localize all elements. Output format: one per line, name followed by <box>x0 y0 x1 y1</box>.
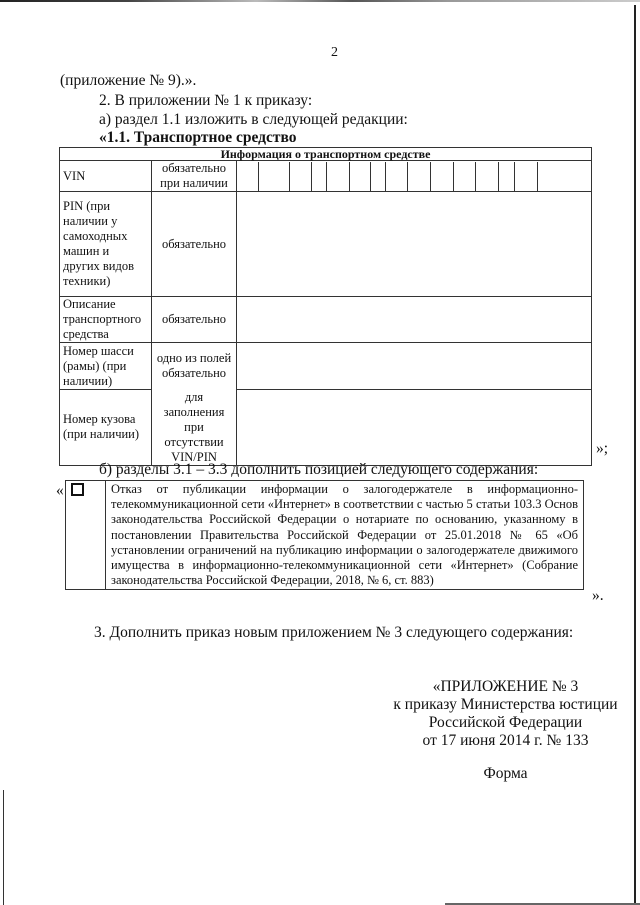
paragraph-item-2: 2. В приложении № 1 к приказу: <box>99 92 313 109</box>
row-label: PIN (при наличии у самоходных машин и других видов техники) <box>60 192 152 297</box>
option-table <box>65 480 584 590</box>
table-row-vin <box>60 161 592 192</box>
pin-input-cell[interactable] <box>237 192 592 297</box>
vin-cell[interactable] <box>431 162 454 191</box>
vin-cell[interactable] <box>237 162 259 191</box>
option-closing-quote: ». <box>592 587 604 604</box>
scan-edge-right <box>634 5 636 905</box>
table-closing-quote: »; <box>596 440 609 457</box>
description-input-cell[interactable] <box>237 297 592 343</box>
paragraph-item-3: 3. Дополнить приказ новым приложением № 3 следующего содержания: <box>94 624 574 641</box>
table-row-description <box>60 297 592 343</box>
vin-input-cells[interactable] <box>237 161 592 192</box>
vin-cell[interactable] <box>408 162 431 191</box>
appendix-line-3: Российской Федерации <box>428 714 583 731</box>
vin-cell[interactable] <box>371 162 386 191</box>
table-row-pin <box>60 192 592 297</box>
option-text: Отказ от публикации информации о залогодержателе в информационно-телекоммуникационной сети «Интернет» в соответствии с частью 5 статьи 103.3 Основ законодательства Российской Федерации о нотариате по основанию, указанному в постановлении Правительства Российской Федерации от 25.01.2018 № 65 «Об установлении ограничений на публикацию информации о залогодержателе движимого имущества в информационно-телекоммуникационной сети «Интернет» (Собрание законодательства Российской Федерации, 2018, № 6, ст. 883) <box>106 481 584 590</box>
form-label: Форма <box>483 765 528 782</box>
row-requirement: одно из полей обязательно <box>152 343 237 390</box>
row-requirement: обязательно <box>152 192 237 297</box>
vin-cell[interactable] <box>515 162 538 191</box>
table-row-body <box>60 390 592 466</box>
row-requirement: обязательно при наличии <box>152 161 237 192</box>
vin-cell[interactable] <box>476 162 499 191</box>
row-label: Номер шасси (рамы) (при наличии) <box>60 343 152 390</box>
body-input-cell[interactable] <box>237 390 592 466</box>
vehicle-info-table <box>59 147 592 466</box>
appendix-header <box>378 678 633 750</box>
scan-edge-top <box>0 0 640 2</box>
table-header: Информация о транспортном средстве <box>60 148 592 161</box>
row-label: Описание транспортного средства <box>60 297 152 343</box>
section-title: «1.1. Транспортное средство <box>99 129 297 146</box>
vin-cell[interactable] <box>454 162 476 191</box>
row-requirement: обязательно <box>152 297 237 343</box>
row-label: VIN <box>60 161 152 192</box>
vin-cell[interactable] <box>386 162 408 191</box>
checkbox[interactable] <box>71 483 84 496</box>
row-requirement: для заполнения при отсутствии VIN/PIN <box>152 390 237 466</box>
vin-cell[interactable] <box>290 162 312 191</box>
vin-cell[interactable] <box>499 162 515 191</box>
paragraph-item-a: а) раздел 1.1 изложить в следующей редакции: <box>99 111 408 128</box>
paragraph-appendix-ref: (приложение № 9).». <box>60 72 197 89</box>
appendix-line-2: к приказу Министерства юстиции <box>393 696 618 713</box>
vin-cell[interactable] <box>350 162 371 191</box>
table-row-chassis <box>60 343 592 390</box>
scan-edge-left <box>3 790 4 905</box>
chassis-input-cell[interactable] <box>237 343 592 390</box>
paragraph-item-b: б) разделы 3.1 – 3.3 дополнить позицией следующего содержания: <box>99 461 539 478</box>
appendix-line-1: «ПРИЛОЖЕНИЕ № 3 <box>432 678 579 695</box>
checkbox-cell <box>66 481 106 590</box>
appendix-line-4: от 17 июня 2014 г. № 133 <box>422 732 589 749</box>
row-label: Номер кузова (при наличии) <box>60 390 152 466</box>
page-number: 2 <box>331 45 338 60</box>
vin-cell[interactable] <box>312 162 327 191</box>
vin-cell[interactable] <box>538 162 591 191</box>
vin-cell[interactable] <box>327 162 350 191</box>
open-quote: « <box>56 482 64 499</box>
vin-cell[interactable] <box>259 162 290 191</box>
